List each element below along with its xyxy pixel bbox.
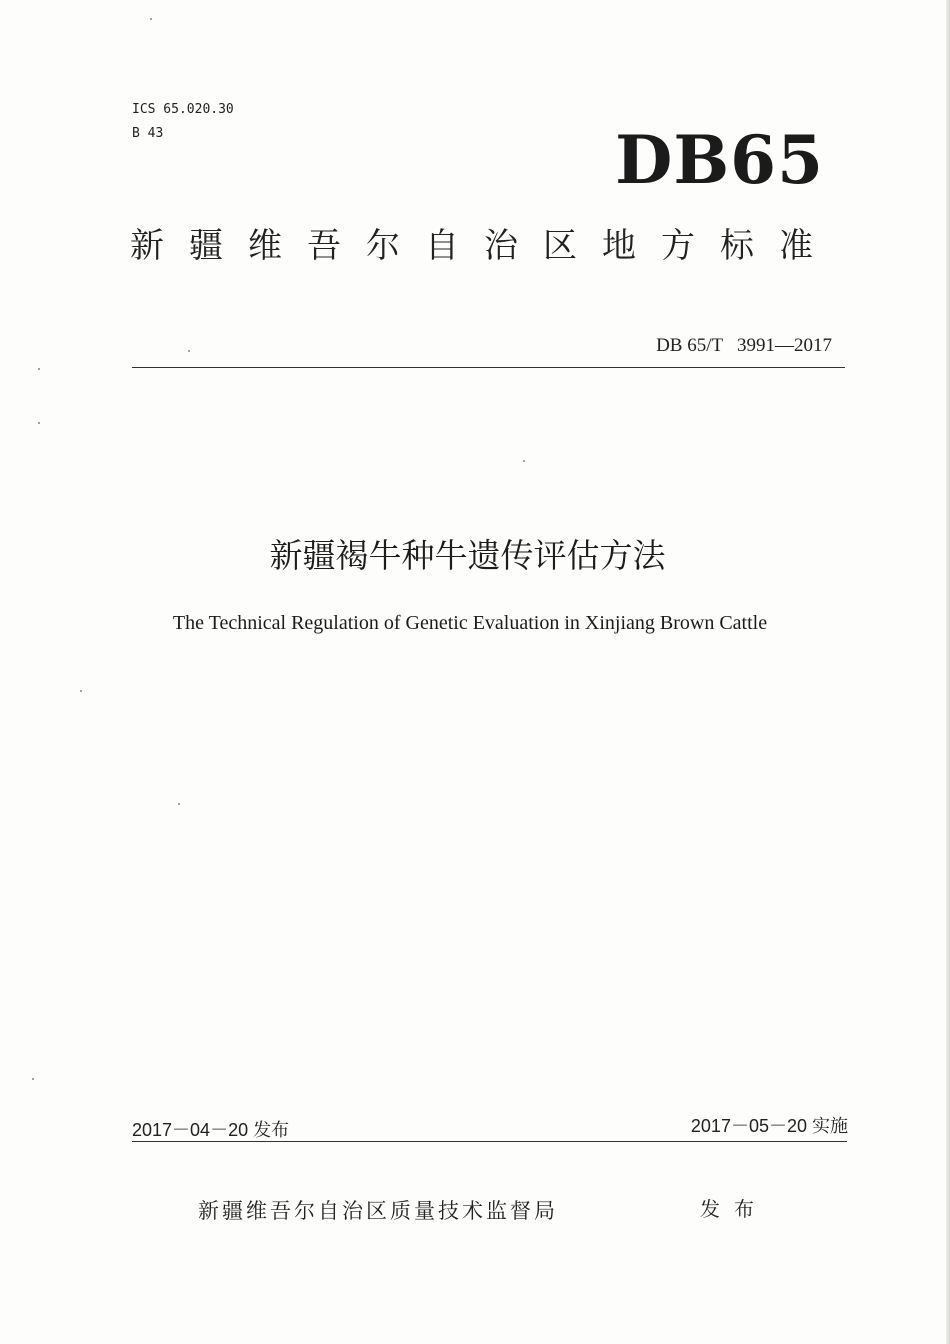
scan-speck [80,690,82,692]
db-logo: DB65 [615,121,824,199]
classification-codes [132,98,234,146]
scan-speck [150,18,152,20]
ics-code: ICS 65.020.30 [132,102,234,117]
implementation-date: 2017－05－20 实施 [690,1116,848,1136]
bottom-divider [132,1141,847,1142]
issue-action-label: 发布 [700,1197,768,1221]
standard-type-heading: 新疆维吾尔自治区地方标准 [130,226,838,266]
scan-speck [38,422,40,424]
scan-speck [188,350,190,352]
document-title-english: The Technical Regulation of Genetic Evaluation in Xinjiang Brown Cattle [172,612,768,634]
scan-speck [178,803,180,805]
standard-number: DB 65/T 3991—2017 [656,335,832,356]
ccs-code: B 43 [132,126,164,141]
scan-speck [32,1078,34,1080]
top-divider [132,367,845,368]
scan-edge-shadow [946,0,950,1344]
scan-speck [38,368,40,370]
document-title-chinese: 新疆褐牛种牛遗传评估方法 [269,536,666,575]
scan-speck [523,460,525,462]
issue-date: 2017－04－20 发布 [132,1120,290,1140]
issuing-authority: 新疆维吾尔自治区质量技术监督局 [198,1199,558,1223]
